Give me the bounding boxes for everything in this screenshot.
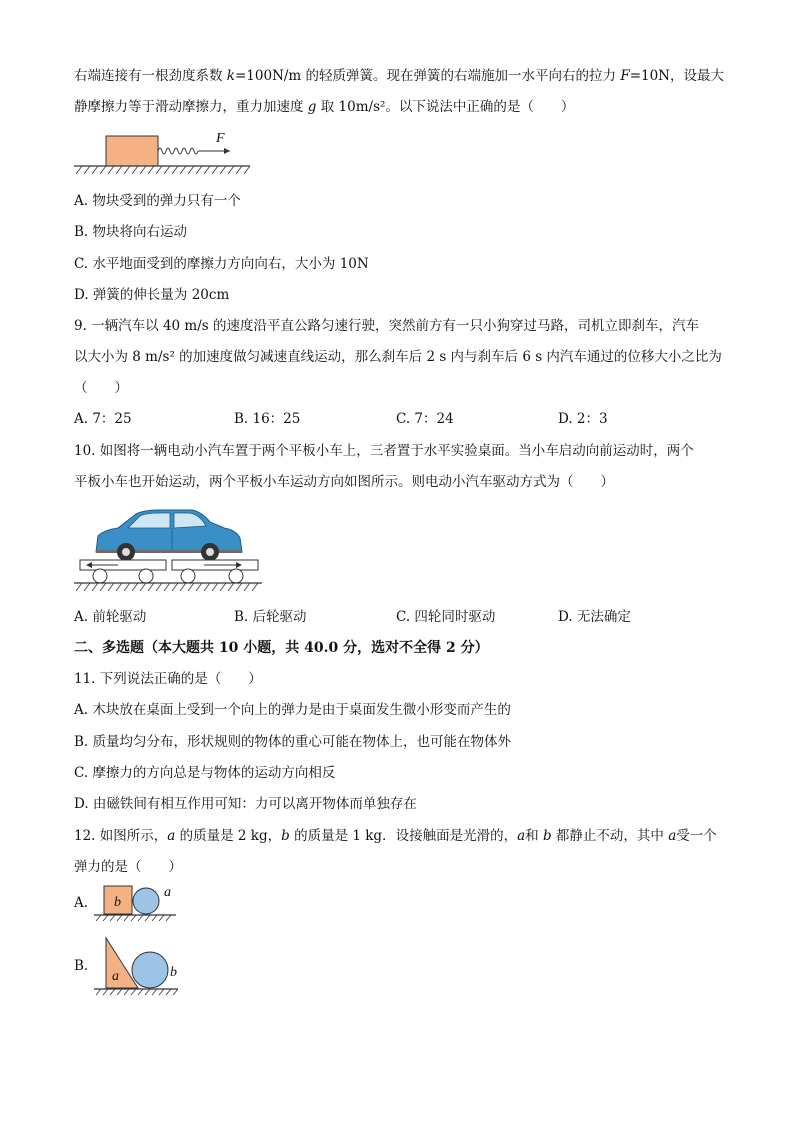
q8-text: 取 10m/s²。以下说法中正确的是（ ）	[316, 99, 575, 115]
q8-text: 右端连接有一根劲度系数	[74, 68, 227, 84]
ball-b	[132, 952, 168, 988]
q8-stem-line1	[74, 66, 724, 86]
q9-stem-line3: （ ）	[74, 380, 128, 396]
q8-option-b[interactable]: B. 物块将向右运动	[74, 224, 188, 240]
q11-option-c[interactable]: C. 摩擦力的方向总是与物体的运动方向相反	[74, 765, 336, 781]
block-b-label: b	[114, 895, 121, 910]
q9-option-b[interactable]: B. 16：25	[234, 411, 301, 427]
q9-option-a[interactable]: A. 7：25	[74, 411, 132, 427]
q12-option-b[interactable]: B.	[74, 958, 89, 974]
q12-text: 12. 如图所示，	[74, 828, 168, 844]
ball-a-label: a	[164, 885, 171, 900]
q9-stem-line1: 9. 一辆汽车以 40 m/s 的速度沿平直公路匀速行驶，突然前方有一只小狗穿过马路，司机立即刹车，汽车	[74, 318, 699, 334]
ground-hatch	[76, 583, 258, 591]
ground-hatch	[96, 989, 178, 995]
ball-a	[133, 888, 159, 914]
q12-figure-b	[94, 934, 194, 1000]
q12-stem-line1	[74, 826, 717, 846]
q12-stem-line2: 弹力的是（ ）	[74, 859, 182, 875]
q8-option-c[interactable]: C. 水平地面受到的摩擦力方向向右，大小为 10N	[74, 256, 369, 272]
q11-option-d[interactable]: D. 由磁铁间有相互作用可知：力可以离开物体而单独存在	[74, 796, 417, 812]
q11-stem: 11. 下列说法正确的是（ ）	[74, 671, 262, 687]
k-symbol: k	[226, 68, 235, 84]
ground-hatch	[96, 915, 171, 921]
wedge-a-label: a	[112, 969, 119, 984]
a-symbol: a	[668, 828, 677, 844]
b-symbol: b	[542, 828, 552, 844]
b-symbol: b	[281, 828, 290, 844]
q8-option-d[interactable]: D. 弹簧的伸长量为 20cm	[74, 287, 230, 303]
q10-option-b[interactable]: B. 后轮驱动	[234, 609, 307, 625]
a-symbol: a	[167, 828, 176, 844]
q12-text: 和	[525, 828, 543, 844]
q8-text: 静摩擦力等于滑动摩擦力，重力加速度	[74, 99, 308, 115]
block	[106, 136, 158, 166]
g-symbol: g	[307, 99, 317, 115]
q12-figure-a	[94, 884, 184, 924]
F-symbol: F	[620, 68, 630, 84]
ball-b-label: b	[170, 965, 177, 980]
spring	[158, 148, 198, 154]
arrow-right-icon	[224, 148, 230, 154]
q10-car-figure	[74, 506, 264, 596]
q11-option-b[interactable]: B. 质量均匀分布，形状规则的物体的重心可能在物体上，也可能在物体外	[74, 734, 512, 750]
q8-text: =10N，设最大	[629, 68, 724, 84]
q12-text: 的质量是 1 kg．设接触面是光滑的，	[289, 828, 518, 844]
ground-hatch	[76, 166, 250, 174]
q12-text: 的质量是 2 kg，	[175, 828, 282, 844]
q8-text: =100N/m 的轻质弹簧。现在弹簧的右端施加一水平向右的拉力	[234, 68, 621, 84]
q8-stem-line2	[74, 97, 574, 117]
q10-option-d[interactable]: D. 无法确定	[558, 609, 631, 625]
q10-option-c[interactable]: C. 四轮同时驱动	[396, 609, 496, 625]
q10-stem-line2: 平板小车也开始运动，两个平板小车运动方向如图所示。则电动小汽车驱动方式为（ ）	[74, 474, 614, 490]
q10-option-a[interactable]: A. 前轮驱动	[74, 609, 147, 625]
q10-stem-line1: 10. 如图将一辆电动小汽车置于两个平板小车上，三者置于水平实验桌面。当小车启动向前运动时，两个	[74, 443, 694, 459]
q8-option-a[interactable]: A. 物块受到的弹力只有一个	[74, 193, 241, 209]
q9-stem-line2: 以大小为 8 m/s² 的加速度做匀减速直线运动，那么刹车后 2 s 内与刹车后 6 s 内汽车通过的位移大小之比为	[74, 349, 722, 365]
q9-option-c[interactable]: C. 7：24	[396, 411, 454, 427]
q12-option-a[interactable]: A.	[74, 895, 89, 911]
q9-option-d[interactable]: D. 2：3	[558, 411, 608, 427]
q12-text: 都静止不动，其中	[551, 828, 669, 844]
force-label: F	[216, 131, 225, 146]
q8-spring-block-figure	[74, 128, 254, 178]
section-heading: 二、多选题（本大题共 10 小题，共 40.0 分，选对不全得 2 分）	[74, 640, 489, 656]
q12-text: 受一个	[676, 828, 717, 844]
q11-option-a[interactable]: A. 木块放在桌面上受到一个向上的弹力是由于桌面发生微小形变而产生的	[74, 702, 511, 718]
a-symbol: a	[517, 828, 526, 844]
